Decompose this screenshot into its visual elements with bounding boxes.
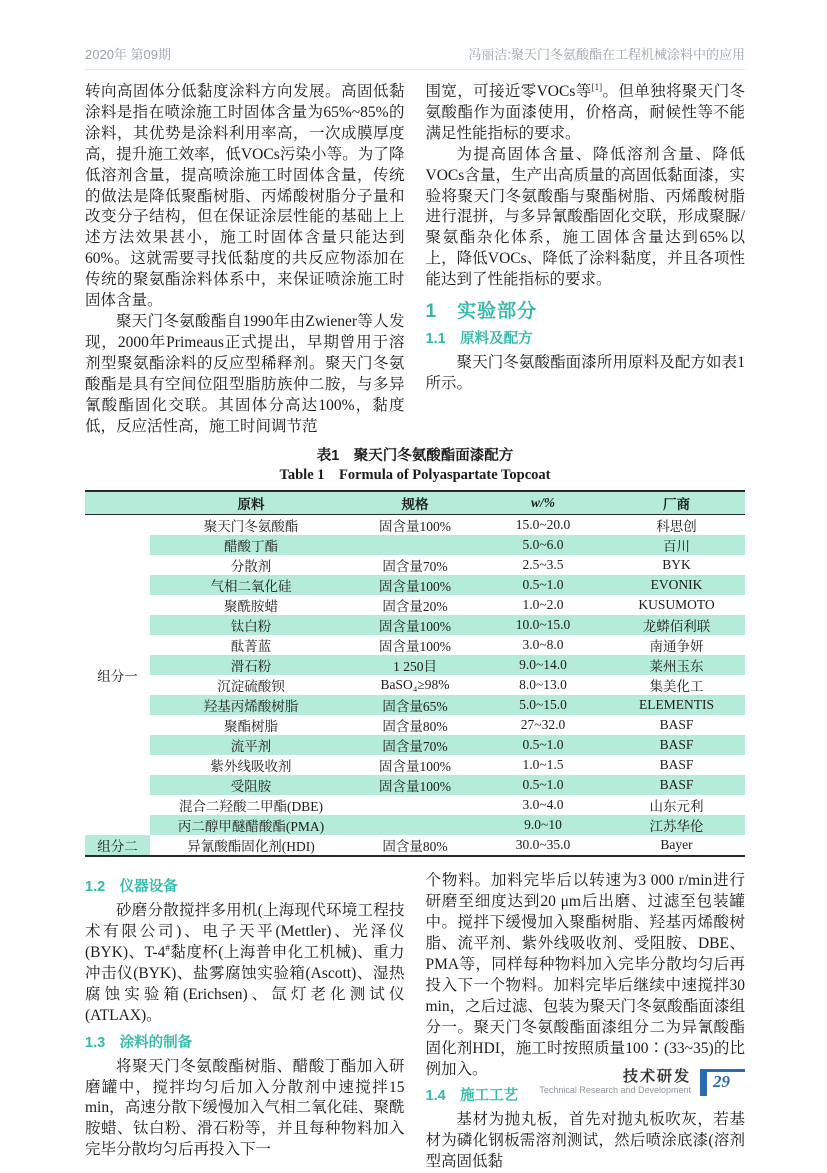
cell-w: 0.5~1.0	[478, 775, 608, 795]
columns-bottom	[85, 871, 745, 1173]
cell-spec	[352, 795, 478, 815]
table-title-en: Table 1 Formula of Polyaspartate Topcoat	[279, 467, 551, 484]
footer-section-zh: 技术研发	[622, 1068, 691, 1085]
formula-table-body	[85, 515, 745, 857]
cell-w: 8.0~13.0	[519, 677, 567, 693]
table-row	[85, 655, 745, 675]
cell-spec: 固含量65%	[352, 695, 478, 715]
cell-supplier: 集美化工	[649, 679, 704, 695]
paragraph: 转向高固体分低黏度涂料方向发展。高固低黏涂料是指在喷涂施工时固体含量为65%~85%的涂料，其优势是涂料利用率高，一次成膜厚度高，提升施工效率，低VOCs污染小等。为了降低溶剂含量，提高喷涂施工时固体含量，传统的做法是降低聚酯树脂、丙烯酸树脂分子量和改变分子结构，但在保证涂层性能的基础上上述方法效果甚小，施工时固体含量只能达到60%。这就需要寻找低黏度的共反应物添加在传统的聚氨酯涂料体系中，来保证喷涂施工时固体含量。	[85, 83, 405, 310]
cell-w: 2.5~3.5	[522, 557, 564, 573]
table-row	[85, 615, 745, 635]
cell-spec: 固含量100%	[352, 775, 478, 795]
cell-material: 酞菁蓝	[230, 639, 272, 655]
cell-w: 1.0~1.5	[522, 757, 564, 773]
table-header-row	[85, 491, 745, 515]
table-header-material: 原料	[150, 491, 352, 515]
table-row	[85, 535, 745, 555]
cell-material: 异氰酸酯固化剂(HDI)	[187, 839, 315, 855]
cell-supplier: 江苏华伦	[608, 815, 745, 835]
cell-w: 9.0~10	[478, 815, 608, 835]
page-number: 29	[700, 1069, 745, 1096]
formula-table	[85, 490, 745, 857]
paragraph: 基材为抛丸板，首先对抛丸板吹灰，若基材为磷化钢板需溶剂测试，然后喷涂底漆(溶剂型高固低黏	[425, 1111, 745, 1171]
cell-material: 聚天门冬氨酸酯	[203, 519, 299, 535]
paragraph: 聚天门冬氨酸酯自1990年由Zwiener等人发现，2000年Primeaus正式提出，早期曾用于溶剂型聚氨酯涂料的反应型稀释剂。聚天门冬氨酸酯是具有空间位阻型脂肪族仲二胺，与多异氰酸酯固化交联。其固体分高达100%，黏度低，反应活性高，施工时间调节范	[85, 312, 405, 435]
cell-supplier: 百川	[608, 535, 745, 555]
cell-material: 羟基丙烯酸树脂	[150, 695, 352, 715]
footer-section-labels	[539, 1068, 691, 1096]
cell-spec	[352, 535, 478, 555]
cell-spec: 固含量80%	[382, 839, 448, 855]
cell-spec: 固含量100%	[352, 615, 478, 635]
table-row	[85, 835, 745, 856]
article-title-runhead: 冯丽洁:聚天门冬氨酸酯在工程机械涂料中的应用	[468, 47, 745, 62]
issue-label: 2020年 第09期	[85, 47, 171, 62]
paragraph-text: 黏度杯(上海普申化工机械)、重力冲击仪(BYK)、盐雾腐蚀实验箱(Ascott)、湿热腐蚀实验箱(Erichsen)、氙灯老化测试仪(ATLAX)。	[85, 944, 405, 1024]
cell-w: 0.5~1.0	[478, 575, 608, 595]
cell-material: 沉淀硫酸钡	[217, 679, 285, 695]
table-row	[85, 595, 745, 615]
table-header-supplier: 厂商	[608, 491, 745, 515]
cell-material: 钛白粉	[150, 615, 352, 635]
cell-spec: 1 250目	[352, 655, 478, 675]
cell-spec: 固含量70%	[382, 559, 448, 575]
cell-w: 30.0~35.0	[515, 837, 571, 853]
group-label: 组分一	[85, 515, 150, 836]
section-heading-1-1: 1.1 原料及配方	[425, 330, 533, 347]
footer-section-en: Technical Research and Development	[539, 1085, 691, 1095]
table-row	[85, 675, 745, 695]
table-row	[85, 695, 745, 715]
table-row	[85, 515, 745, 536]
page-content	[85, 82, 745, 1173]
cell-w: 10.0~15.0	[478, 615, 608, 635]
paragraph: 聚天门冬氨酸酯面漆所用原料及配方如表1所示。	[425, 353, 745, 392]
section-heading-1-2: 1.2 仪器设备	[85, 879, 178, 896]
paragraph-text: 砂磨分散搅拌多用机(上海现代环境工程技术有限公司)、电子天平(Mettler)、光泽仪(BYK)、T-4	[85, 902, 405, 962]
hash-superscript: #	[165, 942, 170, 953]
cell-material: 醋酸丁酯	[150, 535, 352, 555]
cell-w: 5.0~15.0	[478, 695, 608, 715]
paragraph: 将聚天门冬氨酸酯树脂、醋酸丁酯加入研磨罐中，搅拌均匀后加入分散剂中速搅拌15 min，高速分散下缓慢加入气相二氧化硅、聚酰胺蜡、钛白粉、滑石粉等，并且每种物料加入完毕分散均匀后再投入下一	[85, 1057, 405, 1159]
cell-material: 聚酯树脂	[224, 719, 278, 735]
cell-supplier: 山东元利	[649, 799, 704, 815]
table-block	[85, 447, 745, 857]
cell-w: 0.5~1.0	[478, 735, 608, 755]
cell-material: 流平剂	[150, 735, 352, 755]
group-label: 组分二	[85, 835, 150, 856]
cell-w: 5.0~6.0	[478, 535, 608, 555]
table-row	[85, 575, 745, 595]
cell-supplier: EVONIK	[608, 575, 745, 595]
table-row	[85, 555, 745, 575]
table-header-spec: 规格	[352, 491, 478, 515]
paragraph: 为提高固体含量、降低溶剂含量、降低VOCs含量，生产出高质量的高固低黏面漆，实验将聚天门冬氨酸酯与聚酯树脂、丙烯酸树脂进行混拼，与多异氰酸酯固化交联，形成聚脲/聚氨酯杂化体系，施工固体含量达到65%以上，降低VOCs、降低了涂料黏度，并且各项性能达到了性能指标的要求。	[425, 145, 745, 289]
cell-spec: 固含量70%	[352, 735, 478, 755]
paragraph	[85, 901, 405, 1026]
cell-material: 丙二醇甲醚醋酸酯(PMA)	[150, 815, 352, 835]
table-row	[85, 635, 745, 655]
cell-spec	[352, 815, 478, 835]
cell-material: 聚酰胺蜡	[224, 599, 278, 615]
cell-supplier: BYK	[662, 557, 691, 573]
table-row	[85, 775, 745, 795]
cell-w: 3.0~4.0	[522, 797, 564, 813]
table-row	[85, 815, 745, 835]
cell-supplier: BASF	[659, 757, 694, 773]
running-head	[85, 44, 745, 70]
cell-material: 滑石粉	[150, 655, 352, 675]
table-row	[85, 795, 745, 815]
cell-supplier: BASF	[659, 717, 694, 733]
cell-w: 3.0~8.0	[522, 637, 564, 653]
table-header-group	[85, 491, 150, 515]
table-row	[85, 715, 745, 735]
cell-material: 紫外线吸收剂	[210, 759, 292, 775]
page-footer	[539, 1068, 745, 1096]
cell-spec: 固含量100%	[352, 575, 478, 595]
cell-w: 1.0~2.0	[522, 597, 564, 613]
cell-spec: 固含量100%	[379, 639, 451, 655]
paragraph: 个物料。加料完毕后以转速为3 000 r/min进行研磨至细度达到20 μm后出磨、过滤至包装罐中。搅拌下缓慢加入聚酯树脂、羟基丙烯酸树脂、流平剂、紫外线吸收剂、受阻胺、DBE、PMA等，同样每种物料加入完毕分散均匀后再投入下一个物料。加料完毕后继续中速搅拌30 min，之后过滤、包装为聚天门冬氨酸酯面漆组分一。聚天门冬氨酸酯面漆组分二为异氰酸酯固化剂HDI，施工时按照质量100∶(33~35)的比例加入。	[425, 872, 745, 1078]
columns-top	[85, 82, 745, 437]
section-heading-1: 1 实验部分	[425, 301, 538, 323]
paragraph-text: 。但单独将聚天门冬氨酸酯作为面漆使用，价格高，耐候性等不能满足性能指标的要求。	[425, 83, 745, 142]
cell-supplier: 南通争妍	[649, 639, 704, 655]
cell-supplier: KUSUMOTO	[638, 597, 715, 613]
paragraph	[426, 82, 746, 145]
cell-spec: BaSO₄≥98%	[380, 677, 450, 693]
table-row	[85, 735, 745, 755]
section-heading-1-3: 1.3 涂料的制备	[85, 1034, 193, 1051]
section-heading-1-4: 1.4 施工工艺	[425, 1088, 519, 1105]
left-column-bottom	[85, 871, 405, 1173]
table-header-w-percent: w/%	[478, 491, 608, 515]
cell-material: 混合二羟酸二甲酯(DBE)	[179, 799, 323, 815]
formula-table-head	[85, 491, 745, 515]
cell-supplier: ELEMENTIS	[608, 695, 745, 715]
cell-supplier: BASF	[608, 775, 745, 795]
cell-supplier: 龙蟒佰利联	[608, 615, 745, 635]
left-column-top	[85, 82, 405, 437]
cell-material: 分散剂	[230, 559, 272, 575]
cell-spec: 固含量100%	[379, 759, 451, 775]
cell-supplier: Bayer	[660, 837, 693, 853]
cell-material: 受阻胺	[150, 775, 352, 795]
table-row	[85, 755, 745, 775]
table-title-zh: 表1 聚天门冬氨酸酯面漆配方	[316, 448, 514, 465]
cell-spec: 固含量80%	[382, 719, 448, 735]
cell-supplier: 科思创	[656, 519, 697, 535]
cell-w: 9.0~14.0	[478, 655, 608, 675]
cell-spec: 固含量100%	[379, 519, 451, 535]
cell-spec: 固含量20%	[382, 599, 448, 615]
cell-w: 27~32.0	[520, 717, 566, 733]
right-column-top	[426, 82, 746, 437]
cell-w: 15.0~20.0	[515, 517, 571, 533]
paragraph-text: 围宽，可接近零VOCs等	[425, 83, 592, 100]
cell-material: 气相二氧化硅	[150, 575, 352, 595]
cell-supplier: 莱州玉东	[608, 655, 745, 675]
right-column-bottom	[426, 871, 746, 1173]
cell-supplier: BASF	[608, 735, 745, 755]
citation-superscript: [1]	[591, 81, 603, 92]
